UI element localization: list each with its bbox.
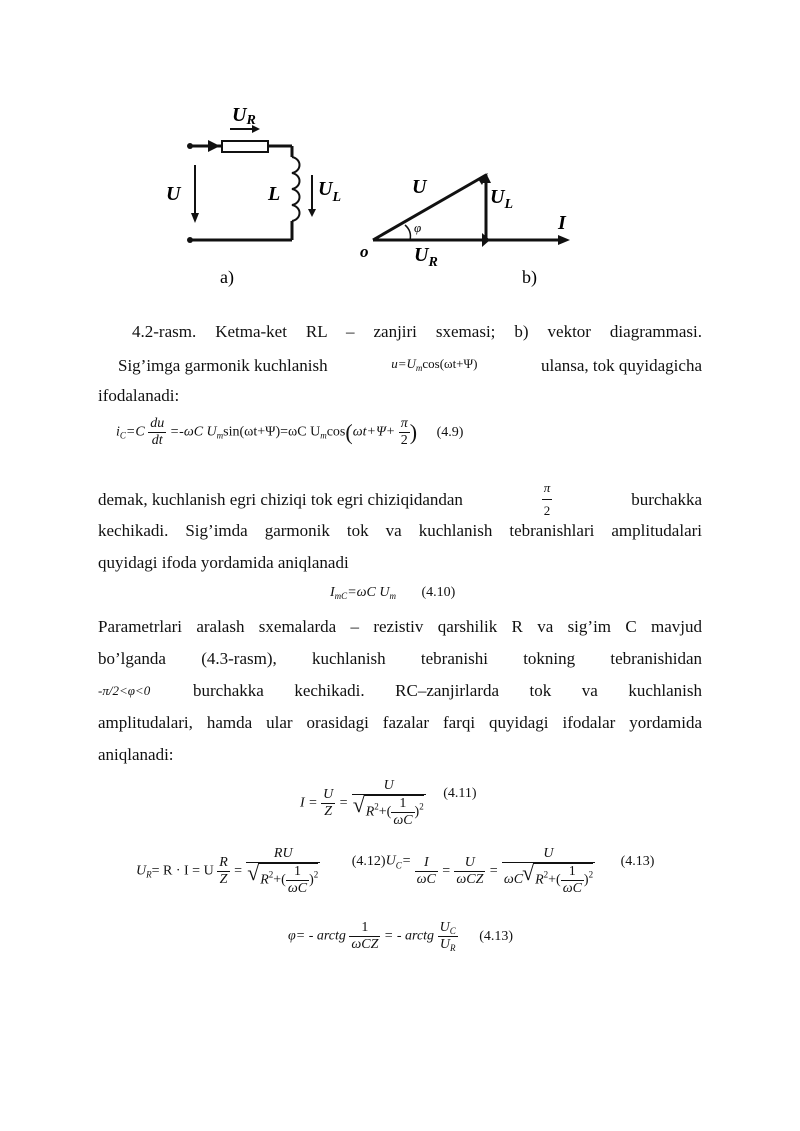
equation-4-11: I = $\frac{U}{Z}$ = U √ $R^2+$( $\frac{1}{\omega C}$ )$^2$ (4.11) [300,778,477,829]
text-line-3: ifodalanadi: [98,386,180,405]
circuit-label-ul: $U_L$ [318,178,342,205]
text-line-8: bo’lganda (4.3-rasm), kuchlanish tebranishi tokning tebranishidan [98,649,702,668]
circuit-label-l: L [268,183,281,205]
equation-4-9: $i_C=C$ $\frac{du}{dt}$ =-ωC $U_m\sin(\omega t+\Psi)=\omega C$ $U_m\cos(\omega t+\Psi+$ $\frac{\pi}{2}$ ) (4.9) [116,416,464,448]
vector-label-o: o [360,242,369,261]
text-line-2b: ulansa, tok quyidagicha [541,356,702,375]
text-line-2 [98,353,702,379]
vector-label-ur: $U_R$ [414,244,438,270]
eq-voltage: $u=U_m\cos(\omega t+\Psi)$ [391,356,478,373]
equation-phase: φ= - arctg $\frac{1}{\text{ωCZ}}$ = - arctg $\frac{U_C}{U_R}$ (4.13) [288,920,514,953]
vector-label-i: I [558,212,566,234]
text-line-11: aniqlanadi: [98,745,174,764]
caption-line: 4.2-rasm. Ketma-ket RL – zanjiri sxemasi; b) vektor diagrammasi. [132,322,702,341]
text-line-2a: Sig’imga garmonik kuchlanish [118,356,328,375]
vector-label-ul: $U_L$ [490,186,514,212]
vector-label-phi: φ [414,220,422,235]
text-line-4: demak, kuchlanish egri chiziqi tok egri chiziqidandan $\frac{\pi}{2}$ burchakka [98,477,702,522]
figure-rl-circuit-and-vector-diagram [150,95,630,295]
text-line-6: quyidagi ifoda yordamida aniqlanadi [98,553,349,572]
circuit-schematic [187,125,316,243]
circuit-label-u: U [166,183,181,205]
figure-label-b: b) [522,267,537,287]
text-line-10: amplitudalari, hamda ular orasidagi fazalar farqi quyidagi ifodalar yordamida [98,713,702,732]
circuit-label-ur: UR [232,104,256,128]
figure-label-a: a) [220,267,234,287]
text-line-5: kechikadi. Sig’imda garmonik tok va kuchlanish tebranishlari amplitudalari [98,521,702,540]
text-line-9: -π/2<φ<0 burchakka kechikadi. RC–zanjirlarda tok va kuchlanish [98,681,702,700]
equation-4-12-4-13: $U_R= R \cdot I = U$ $\frac{R}{Z}$ = RU √ $R^2+$( $\frac{1}{\omega C}$ )$^2$ $(4.12)U^C=$ $\frac{I}{\omega C}$ = $\frac{U}{\text{ωCZ}}$ = U ωC√ $R^2+$( $\frac{1}{\omega C}$ )$^2$ (4.13) [136,846,654,897]
text-line-7: Parametrlari aralash sxemalarda – rezistiv qarshilik R va sig’im C mavjud [98,617,702,636]
equation-4-10: $I_{mC}=\omega C$ $U_m$ (4.10) [330,585,456,601]
vector-diagram [373,173,570,247]
vector-label-u: U [412,176,427,198]
